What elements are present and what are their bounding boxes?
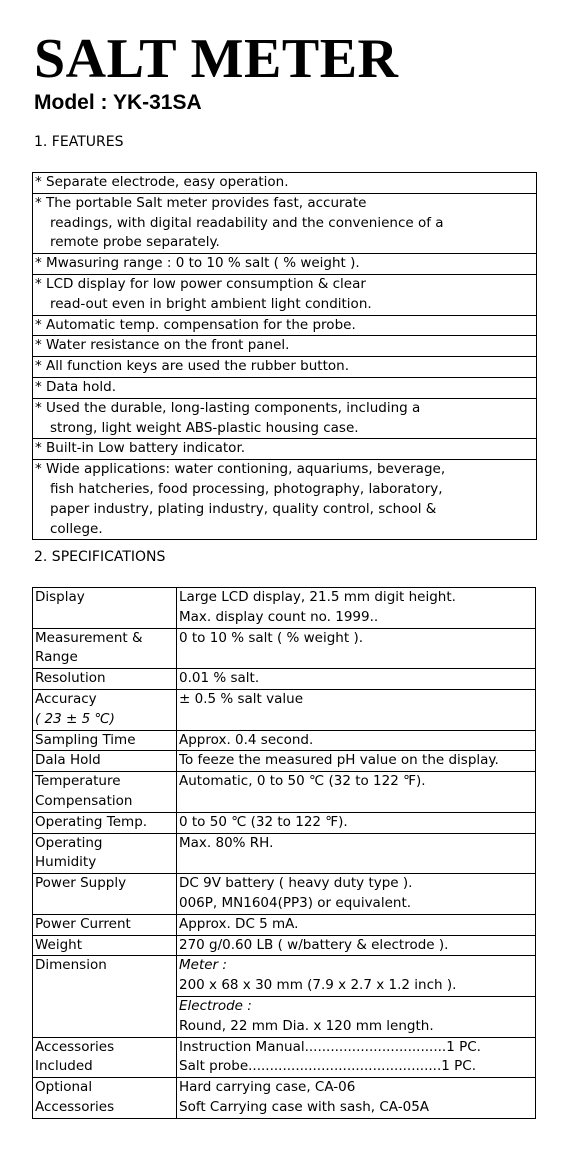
feature-row xyxy=(33,254,537,275)
feature-line: * Mwasuring range : 0 to 10 % salt ( % weight ). xyxy=(35,255,360,272)
spec-label-line: Dala Hold xyxy=(35,752,101,769)
document-title: SALT METER xyxy=(34,28,399,90)
spec-value-line: 0 to 10 % salt ( % weight ). xyxy=(179,629,363,646)
feature-line: * The portable Salt meter provides fast, accurate xyxy=(35,194,367,211)
spec-label xyxy=(33,956,177,1037)
spec-label-line: Dimension xyxy=(35,957,107,974)
spec-label-line: Humidity xyxy=(35,854,97,871)
spec-label-line: Measurement & xyxy=(35,629,143,646)
spec-label-line: Optional xyxy=(35,1079,93,1096)
spec-label xyxy=(33,833,177,874)
spec-label-line: Accessories xyxy=(35,1098,115,1115)
spec-value-line: Automatic, 0 to 50 ℃ (32 to 122 ℉). xyxy=(179,773,426,790)
spec-row xyxy=(33,689,536,730)
feature-line: * Data hold. xyxy=(35,378,116,395)
feature-row xyxy=(33,336,537,357)
feature-cell xyxy=(33,173,537,194)
meter-label: Meter : xyxy=(179,957,227,974)
feature-line: remote probe separately. xyxy=(50,234,220,251)
spec-value xyxy=(177,689,536,730)
spec-value xyxy=(177,914,536,935)
model-number: Model : YK-31SA xyxy=(34,91,202,114)
spec-value-line: Approx. DC 5 mA. xyxy=(179,915,299,932)
feature-row xyxy=(33,460,537,540)
spec-value xyxy=(177,812,536,833)
spec-row xyxy=(33,914,536,935)
feature-row xyxy=(33,439,537,460)
spec-label xyxy=(33,914,177,935)
feature-cell xyxy=(33,460,537,540)
feature-line: * All function keys are used the rubber button. xyxy=(35,358,350,375)
feature-cell xyxy=(33,193,537,253)
spec-value-line: ± 0.5 % salt value xyxy=(179,690,303,707)
feature-line: * Automatic temp. compensation for the probe. xyxy=(35,316,356,333)
spec-value xyxy=(177,588,536,629)
spec-value-line: Instruction Manual.................................1 PC. xyxy=(179,1038,481,1055)
spec-label xyxy=(33,935,177,956)
specifications-heading: 2. SPECIFICATIONS xyxy=(34,549,166,565)
spec-label xyxy=(33,1078,177,1119)
feature-row xyxy=(33,357,537,378)
spec-value-line: To feeze the measured pH value on the display. xyxy=(179,752,499,769)
feature-row xyxy=(33,398,537,439)
spec-label xyxy=(33,628,177,669)
feature-line: * Used the durable, long-lasting components, including a xyxy=(35,399,421,416)
spec-label-line: Range xyxy=(35,649,78,666)
spec-label-line: Power Supply xyxy=(35,875,127,892)
spec-value-line: Soft Carrying case with sash, CA-05A xyxy=(179,1098,430,1115)
spec-row xyxy=(33,812,536,833)
spec-row xyxy=(33,751,536,772)
spec-value-line: 0 to 50 ℃ (32 to 122 ℉). xyxy=(179,813,348,830)
spec-value-line: 270 g/0.60 LB ( w/battery & electrode ). xyxy=(179,936,449,953)
spec-label xyxy=(33,812,177,833)
spec-row xyxy=(33,669,536,690)
spec-value xyxy=(177,751,536,772)
spec-value-line: Max. 80% RH. xyxy=(179,834,274,851)
spec-label xyxy=(33,588,177,629)
spec-label-line: Operating Temp. xyxy=(35,813,148,830)
spec-label-line: Weight xyxy=(35,936,83,953)
spec-value-line: Hard carrying case, CA-06 xyxy=(179,1079,356,1096)
spec-value xyxy=(177,935,536,956)
feature-cell xyxy=(33,357,537,378)
spec-value xyxy=(177,730,536,751)
spec-label xyxy=(33,751,177,772)
spec-label xyxy=(33,1037,177,1078)
spec-label-line: Accessories xyxy=(35,1038,115,1055)
electrode-value: Round, 22 mm Dia. x 120 mm length. xyxy=(179,1017,434,1034)
spec-label-line: Sampling Time xyxy=(35,731,136,748)
spec-value xyxy=(177,833,536,874)
feature-line: * Wide applications: water contioning, aquariums, beverage, xyxy=(35,461,446,478)
spec-label-line: ( 23 ± 5 ℃) xyxy=(35,710,115,727)
spec-label xyxy=(33,730,177,751)
feature-cell xyxy=(33,377,537,398)
spec-row xyxy=(33,1078,536,1119)
spec-row xyxy=(33,730,536,751)
spec-label-line: Included xyxy=(35,1058,93,1075)
spec-label-line: Resolution xyxy=(35,670,106,687)
spec-value-line: Approx. 0.4 second. xyxy=(179,731,314,748)
spec-label-line: Display xyxy=(35,589,85,605)
electrode-label: Electrode : xyxy=(177,996,535,1017)
spec-value xyxy=(177,1037,536,1078)
meter-value: 200 x 68 x 30 mm (7.9 x 2.7 x 1.2 inch ). xyxy=(179,977,457,994)
spec-label-line: Accuracy xyxy=(35,690,97,707)
spec-value-line: 006P, MN1604(PP3) or equivalent. xyxy=(179,894,412,911)
spec-value xyxy=(177,669,536,690)
feature-line: paper industry, plating industry, quality control, school & xyxy=(50,500,437,517)
feature-line: college. xyxy=(50,520,103,537)
feature-line: read-out even in bright ambient light condition. xyxy=(50,295,372,312)
spec-value xyxy=(177,956,536,1037)
feature-cell xyxy=(33,274,537,315)
spec-label-line: Temperature xyxy=(35,773,121,790)
feature-cell xyxy=(33,398,537,439)
feature-row xyxy=(33,173,537,194)
spec-row xyxy=(33,935,536,956)
spec-label xyxy=(33,772,177,813)
spec-value-line: DC 9V battery ( heavy duty type ). xyxy=(179,875,413,892)
feature-cell xyxy=(33,336,537,357)
spec-row-dimension xyxy=(33,956,536,1037)
specifications-table xyxy=(32,587,536,1119)
spec-row xyxy=(33,1037,536,1078)
spec-label xyxy=(33,874,177,915)
spec-row xyxy=(33,772,536,813)
features-table xyxy=(32,172,537,540)
spec-value-line: 0.01 % salt. xyxy=(179,670,260,687)
feature-cell xyxy=(33,254,537,275)
spec-row xyxy=(33,628,536,669)
feature-row xyxy=(33,315,537,336)
feature-line: * Separate electrode, easy operation. xyxy=(35,174,289,190)
spec-row xyxy=(33,833,536,874)
feature-cell xyxy=(33,439,537,460)
spec-value-line: Large LCD display, 21.5 mm digit height. xyxy=(179,589,456,605)
feature-line: * Water resistance on the front panel. xyxy=(35,337,290,354)
spec-value xyxy=(177,628,536,669)
spec-value-line: Salt probe.............................................1 PC. xyxy=(179,1058,476,1075)
spec-label-line: Power Current xyxy=(35,915,131,932)
feature-row xyxy=(33,274,537,315)
spec-label-line: Compensation xyxy=(35,792,133,809)
spec-value xyxy=(177,1078,536,1119)
spec-row xyxy=(33,874,536,915)
spec-label-line: Operating xyxy=(35,834,103,851)
spec-value-line: Max. display count no. 1999.. xyxy=(179,608,379,625)
feature-line: * LCD display for low power consumption & clear xyxy=(35,275,366,292)
features-heading: 1. FEATURES xyxy=(34,134,124,150)
feature-line: * Built-in Low battery indicator. xyxy=(35,440,246,457)
feature-line: strong, light weight ABS-plastic housing case. xyxy=(50,419,359,436)
feature-row xyxy=(33,193,537,253)
spec-value xyxy=(177,772,536,813)
spec-row xyxy=(33,588,536,629)
feature-line: fish hatcheries, food processing, photography, laboratory, xyxy=(50,480,443,497)
feature-row xyxy=(33,377,537,398)
feature-line: readings, with digital readability and the convenience of a xyxy=(50,214,444,231)
spec-value xyxy=(177,874,536,915)
spec-label xyxy=(33,669,177,690)
feature-cell xyxy=(33,315,537,336)
spec-label xyxy=(33,689,177,730)
